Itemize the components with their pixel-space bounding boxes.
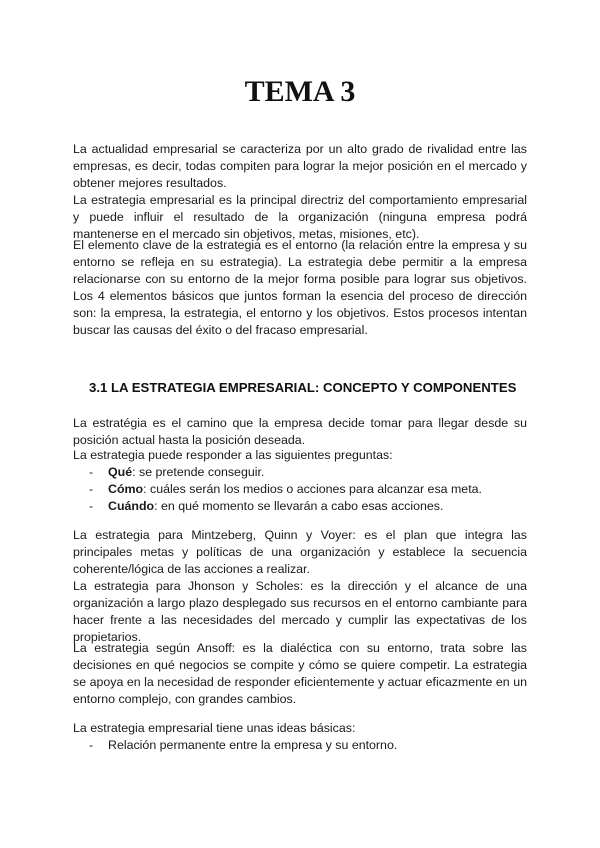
list-item-text: : cuáles serán los medios o acciones para alcanzar esa meta. — [143, 482, 482, 496]
list-dash: - — [89, 499, 94, 513]
list-dash: - — [89, 482, 94, 496]
list-item — [89, 481, 482, 498]
list-item-term: Qué — [108, 465, 133, 479]
ideas-list — [89, 737, 397, 754]
list-dash: - — [89, 738, 94, 752]
section-paragraph-5: La estrategia según Ansoff: es la dialéctica con su entorno, trata sobre las decisiones en qué negocios se compite y cómo se quiere competir. La estrategia se apoya en la necesidad de responder eficientemente y actuar eficazmente en un entorno complejo, con grandes cambios. — [73, 641, 527, 706]
intro-paragraph-3: El elemento clave de la estrategia es el entorno (la relación entre la empresa y su entorno se refleja en su estrategia). La estrategia debe permitir a la empresa relacionarse con su entorno de la mejor forma posible para lograr sus objetivos. Los 4 elementos básicos que juntos forman la esencia del proceso de dirección son: la empresa, la estrategia, el entorno y los objetivos. Estos procesos intentan buscar las causas del éxito o del fracaso empresarial. — [73, 238, 527, 337]
list-item-text: : se pretende conseguir. — [132, 465, 265, 479]
list-dash: - — [89, 465, 94, 479]
list-item-text: Relación permanente entre la empresa y su entorno. — [108, 738, 398, 752]
list-item — [89, 498, 482, 515]
list-item — [89, 737, 397, 754]
questions-list — [89, 464, 482, 515]
section-heading: 3.1 LA ESTRATEGIA EMPRESARIAL: CONCEPTO Y COMPONENTES — [89, 380, 517, 395]
intro-paragraph-2: La estrategia empresarial es la principal directriz del comportamiento empresarial y puede influir el resultado de la organización (ninguna empresa podrá mantenerse en el mercado sin objetivos, metas, misiones, etc). — [73, 193, 527, 241]
page-title: TEMA 3 — [244, 75, 356, 108]
list-item-term: Cómo — [108, 482, 144, 496]
section-paragraph-4: La estrategia para Jhonson y Scholes: es la dirección y el alcance de una organización a largo plazo desplegado sus recursos en el entorno cambiante para hacer frente a las necesidades del mercado y cumplir las expectativas de los propietarios. — [73, 579, 527, 644]
intro-paragraph-1: La actualidad empresarial se caracteriza por un alto grado de rivalidad entre las empresas, es decir, todas compiten para lograr la mejor posición en el mercado y obtener mejores resultados. — [73, 142, 527, 190]
section-paragraph-2: La estrategia puede responder a las siguientes preguntas: — [73, 448, 393, 462]
section-paragraph-6: La estrategia empresarial tiene unas ideas básicas: — [73, 721, 356, 735]
list-item-text: : en qué momento se llevarán a cabo esas acciones. — [154, 499, 444, 513]
list-item — [89, 464, 482, 481]
list-item-term: Cuándo — [108, 499, 155, 513]
section-paragraph-3: La estrategia para Mintzeberg, Quinn y Voyer: es el plan que integra las principales metas y políticas de una organización y establece la secuencia coherente/lógica de las acciones a realizar. — [73, 528, 527, 576]
section-paragraph-1: La estratégia es el camino que la empresa decide tomar para llegar desde su posición actual hasta la posición deseada. — [73, 416, 527, 447]
